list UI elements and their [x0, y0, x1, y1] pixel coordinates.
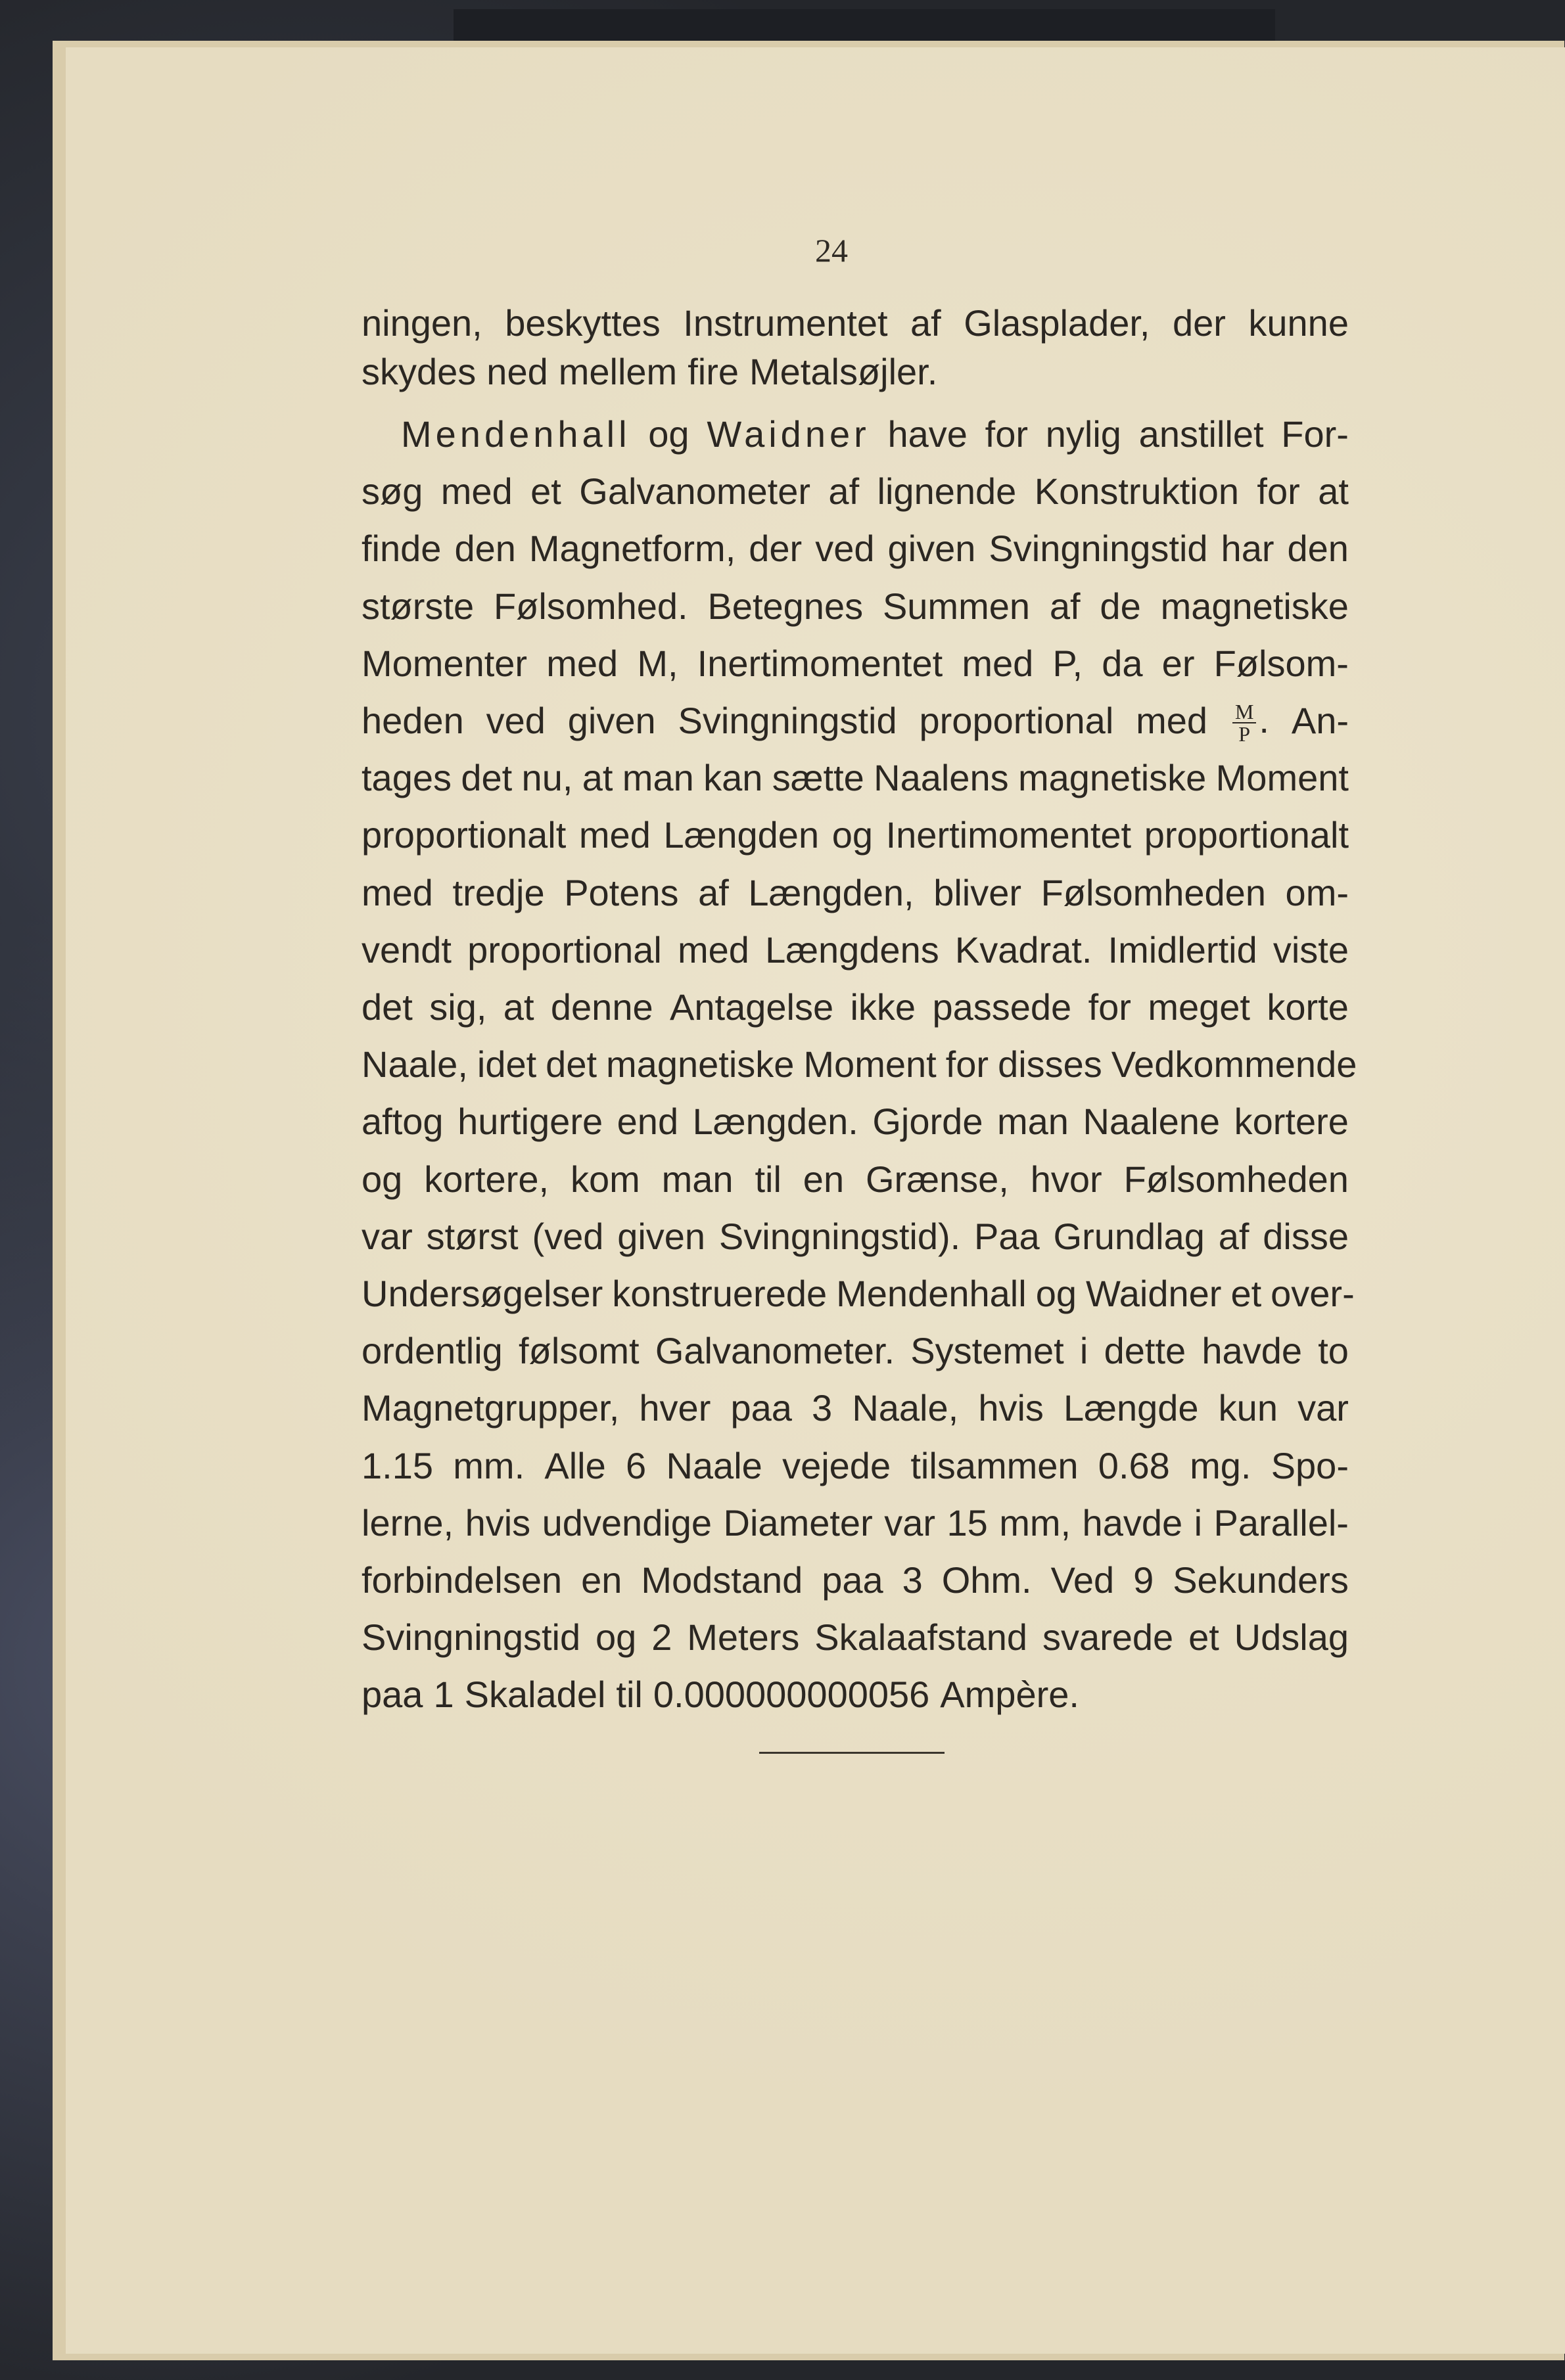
- word: 15: [946, 1502, 988, 1544]
- word: Naalene: [1083, 1101, 1221, 1142]
- word: M,: [637, 643, 678, 684]
- word: et: [1230, 1273, 1262, 1314]
- word: Summen: [882, 585, 1031, 627]
- word: 3: [812, 1387, 833, 1429]
- word: et: [1188, 1616, 1219, 1658]
- word: Følsomheden: [1123, 1158, 1349, 1200]
- fraction-denominator: P: [1238, 722, 1251, 746]
- word: Gjorde: [872, 1101, 983, 1142]
- word: proportionalt: [1144, 814, 1349, 856]
- word: den: [454, 528, 516, 569]
- word: Meters: [687, 1616, 800, 1658]
- text-line: [362, 755, 1349, 801]
- word: med: [1136, 700, 1208, 741]
- word: 0.68: [1098, 1445, 1170, 1486]
- text-line: [362, 1385, 1349, 1431]
- word: var: [362, 1216, 413, 1257]
- word: med: [362, 872, 433, 913]
- word: af: [828, 470, 860, 512]
- word: kortere,: [424, 1158, 549, 1200]
- word: til: [616, 1674, 643, 1715]
- text-line: [362, 1443, 1349, 1489]
- word: havde: [1202, 1330, 1302, 1371]
- word: Moment: [803, 1043, 937, 1085]
- word: man: [997, 1101, 1069, 1142]
- word: have: [887, 413, 968, 455]
- text-line: [362, 641, 1349, 687]
- word: tilsammen: [910, 1445, 1079, 1486]
- word: proportionalt: [362, 814, 567, 856]
- word: den: [1287, 528, 1349, 569]
- word: var: [1297, 1387, 1349, 1429]
- word: Naale,: [852, 1387, 959, 1429]
- word: Inertimomentet: [885, 814, 1132, 856]
- word: følsomt: [519, 1330, 640, 1371]
- text-line: [362, 1099, 1349, 1145]
- word: at: [503, 986, 534, 1028]
- end-rule: [759, 1752, 945, 1754]
- word: meget: [1148, 986, 1250, 1028]
- word: Svingningstid: [362, 1616, 581, 1658]
- word: af: [1218, 1216, 1250, 1257]
- word: proportional: [919, 700, 1114, 741]
- word: der: [1172, 302, 1226, 344]
- word: 2: [651, 1616, 672, 1658]
- word: de: [1100, 585, 1141, 627]
- word: kortere: [1234, 1101, 1349, 1142]
- word: fire: [688, 351, 739, 392]
- word: for: [945, 1043, 989, 1085]
- word: vejede: [782, 1445, 891, 1486]
- word: Udslag: [1234, 1616, 1349, 1658]
- word: given: [887, 528, 976, 569]
- word: 3: [902, 1559, 923, 1601]
- word: paa: [730, 1387, 792, 1429]
- text-line: [362, 469, 1349, 515]
- word: kan: [703, 757, 763, 798]
- text-line: [362, 984, 1349, 1030]
- word: Længdens: [765, 929, 939, 971]
- word: Svingningstid).: [718, 1216, 961, 1257]
- text-line: [362, 1214, 1349, 1260]
- word: Grundlag: [1053, 1216, 1205, 1257]
- text-line: [362, 349, 1349, 395]
- word: hurtigere: [457, 1101, 603, 1142]
- text-line: [362, 870, 1349, 916]
- word: er: [1161, 643, 1195, 684]
- word: disses: [998, 1043, 1102, 1085]
- fraction-group: [1230, 697, 1269, 744]
- word: ved: [486, 700, 546, 741]
- word: sig,: [429, 986, 487, 1028]
- word: at: [582, 757, 613, 798]
- word: 1: [433, 1674, 454, 1715]
- word: for: [985, 413, 1029, 455]
- word: 1.15: [362, 1445, 433, 1486]
- text-line: [362, 698, 1349, 744]
- word: Antagelse: [670, 986, 834, 1028]
- word: med: [678, 929, 749, 971]
- word: lerne,: [362, 1502, 454, 1544]
- word: der: [749, 528, 803, 569]
- text-line: [362, 1614, 1349, 1660]
- word: skydes: [362, 351, 477, 392]
- word: Paa: [974, 1216, 1040, 1257]
- word: Grænse,: [865, 1158, 1009, 1200]
- word: passede: [932, 986, 1072, 1028]
- word: det: [461, 757, 513, 798]
- word: beskyttes: [505, 302, 661, 344]
- word: Ved: [1050, 1559, 1115, 1601]
- text-line: [362, 1156, 1349, 1202]
- word: Mendenhall: [836, 1273, 1027, 1314]
- word: i: [1079, 1330, 1088, 1371]
- word: nu,: [521, 757, 573, 798]
- text-line: [362, 1557, 1349, 1603]
- word: paa: [362, 1674, 423, 1715]
- word: Længden: [663, 814, 820, 856]
- word: ned: [486, 351, 548, 392]
- word: af: [698, 872, 729, 913]
- word: Skalaafstand: [814, 1616, 1028, 1658]
- word: An-: [1291, 700, 1349, 741]
- word: paa: [822, 1559, 883, 1601]
- word: konstruerede: [612, 1273, 828, 1314]
- word: Glasplader,: [964, 302, 1150, 344]
- word: mellem: [558, 351, 678, 392]
- word: et: [530, 470, 561, 512]
- text-line: [362, 927, 1349, 973]
- text-line: [362, 812, 1349, 858]
- word: given: [617, 1216, 706, 1257]
- word: og: [1035, 1273, 1077, 1314]
- word: ningen,: [362, 302, 482, 344]
- word: magnetiske: [606, 1043, 795, 1085]
- text-line: [362, 1672, 1349, 1718]
- text-line: [362, 584, 1349, 629]
- word: proportional: [467, 929, 662, 971]
- word: med: [578, 814, 651, 856]
- word: med: [962, 643, 1034, 684]
- word: i: [1194, 1502, 1203, 1544]
- word: og: [596, 1616, 637, 1658]
- word: given: [567, 700, 656, 741]
- word: ikke: [850, 986, 916, 1028]
- word: Metalsøjler.: [749, 351, 938, 392]
- word: har: [1221, 528, 1274, 569]
- word: anstillet: [1138, 413, 1264, 455]
- word: at: [1318, 470, 1349, 512]
- word: For-: [1281, 413, 1349, 455]
- word: 6: [626, 1445, 647, 1486]
- text-run: .: [1259, 698, 1269, 741]
- word: vendt: [362, 929, 452, 971]
- word: Sekunders: [1173, 1559, 1349, 1601]
- word: Parallel-: [1213, 1502, 1349, 1544]
- text-line: [362, 411, 1349, 457]
- text-line: [362, 300, 1349, 346]
- word: da: [1102, 643, 1143, 684]
- word: over-: [1271, 1273, 1355, 1314]
- word: tages: [362, 757, 452, 798]
- word: Inertimomentet: [697, 643, 943, 684]
- word: Momenter: [362, 643, 528, 684]
- word: disse: [1263, 1216, 1349, 1257]
- word: Skaladel: [464, 1674, 606, 1715]
- word: Galvanometer.: [655, 1330, 895, 1371]
- text-line: [362, 1500, 1349, 1546]
- fraction-m-over-p: [1232, 701, 1256, 744]
- word: Følsomhed.: [493, 585, 688, 627]
- word: man: [661, 1158, 734, 1200]
- word: Moment: [1215, 757, 1349, 798]
- author-name: Waidner: [707, 413, 870, 455]
- word: Længden,: [748, 872, 914, 913]
- word: til: [755, 1158, 782, 1200]
- word: denne: [550, 986, 653, 1028]
- word: hver: [639, 1387, 711, 1429]
- word: Kvadrat.: [954, 929, 1092, 971]
- word: mg.: [1190, 1445, 1251, 1486]
- fraction-numerator: M: [1232, 701, 1256, 723]
- word: Naale: [666, 1445, 762, 1486]
- word: for: [1088, 986, 1131, 1028]
- word: mm.: [453, 1445, 525, 1486]
- word: svarede: [1042, 1616, 1174, 1658]
- word: og: [362, 1158, 403, 1200]
- word: Ampère.: [940, 1674, 1079, 1715]
- word: Diameter: [723, 1502, 873, 1544]
- word: Længden.: [692, 1101, 858, 1142]
- word: med: [440, 470, 513, 512]
- word: magnetiske: [1160, 585, 1349, 627]
- word: mm,: [999, 1502, 1071, 1544]
- text-line: [362, 526, 1349, 572]
- word: tredje: [452, 872, 545, 913]
- word: 0.000000000056: [653, 1674, 930, 1715]
- word: det: [546, 1043, 597, 1085]
- word: Længde: [1063, 1387, 1199, 1429]
- text-line: [362, 1041, 1357, 1087]
- word: og: [648, 413, 689, 455]
- word: korte: [1267, 986, 1349, 1028]
- word: største: [362, 585, 475, 627]
- word: 9: [1133, 1559, 1154, 1601]
- word: Imidlertid: [1108, 929, 1257, 971]
- word: med: [546, 643, 619, 684]
- word: ved: [815, 528, 875, 569]
- word: finde: [362, 528, 442, 569]
- word: idet: [477, 1043, 537, 1085]
- word: Følsomheden: [1040, 872, 1266, 913]
- text-line: [362, 1271, 1355, 1317]
- word: Modstand: [641, 1559, 803, 1601]
- word: Ohm.: [941, 1559, 1032, 1601]
- word: heden: [362, 700, 464, 741]
- word: P,: [1052, 643, 1083, 684]
- word: dette: [1104, 1330, 1186, 1371]
- word: en: [581, 1559, 622, 1601]
- author-name: Mendenhall: [401, 413, 631, 455]
- word: ordentlig: [362, 1330, 503, 1371]
- word: man: [622, 757, 694, 798]
- word: af: [910, 302, 941, 344]
- word: (ved: [532, 1216, 604, 1257]
- word: Svingningstid: [678, 700, 897, 741]
- word: Svingningstid: [989, 528, 1208, 569]
- word: størst: [426, 1216, 519, 1257]
- word: for: [1257, 470, 1300, 512]
- word: Følsom-: [1213, 643, 1349, 684]
- word: forbindelsen: [362, 1559, 563, 1601]
- word: Waidner: [1085, 1273, 1222, 1314]
- word: viste: [1273, 929, 1349, 971]
- word: af: [1049, 585, 1081, 627]
- word: Konstruktion: [1034, 470, 1239, 512]
- word: Potens: [564, 872, 679, 913]
- word: Magnetgrupper,: [362, 1387, 620, 1429]
- word: Magnetform,: [528, 528, 736, 569]
- word: aftog: [362, 1101, 444, 1142]
- word: to: [1318, 1330, 1349, 1371]
- word: Instrumentet: [683, 302, 888, 344]
- word: kunne: [1248, 302, 1349, 344]
- word: var: [884, 1502, 935, 1544]
- word: havde: [1082, 1502, 1183, 1544]
- word: det: [362, 986, 413, 1028]
- word: bliver: [933, 872, 1022, 913]
- word: og: [831, 814, 873, 856]
- word: Undersøgelser: [362, 1273, 603, 1314]
- word: Betegnes: [707, 585, 864, 627]
- text-line: [362, 1328, 1349, 1374]
- word: sætte: [772, 757, 864, 798]
- word: magnetiske: [1017, 757, 1207, 798]
- word: Spo-: [1271, 1445, 1349, 1486]
- word: hvis: [978, 1387, 1044, 1429]
- word: Systemet: [910, 1330, 1064, 1371]
- word: Naale,: [362, 1043, 468, 1085]
- word: kun: [1218, 1387, 1278, 1429]
- word: Vedkommende: [1111, 1043, 1357, 1085]
- word: lignende: [877, 470, 1017, 512]
- word: hvor: [1030, 1158, 1102, 1200]
- word: udvendige: [542, 1502, 712, 1544]
- word: kom: [570, 1158, 640, 1200]
- word: nylig: [1045, 413, 1121, 455]
- word: hvis: [465, 1502, 531, 1544]
- word: om-: [1285, 872, 1349, 913]
- word: Alle: [544, 1445, 606, 1486]
- word: Galvanometer: [579, 470, 810, 512]
- word: en: [803, 1158, 845, 1200]
- word: Naalens: [874, 757, 1009, 798]
- word: end: [617, 1101, 679, 1142]
- page-number: 24: [815, 232, 848, 269]
- word: søg: [362, 470, 423, 512]
